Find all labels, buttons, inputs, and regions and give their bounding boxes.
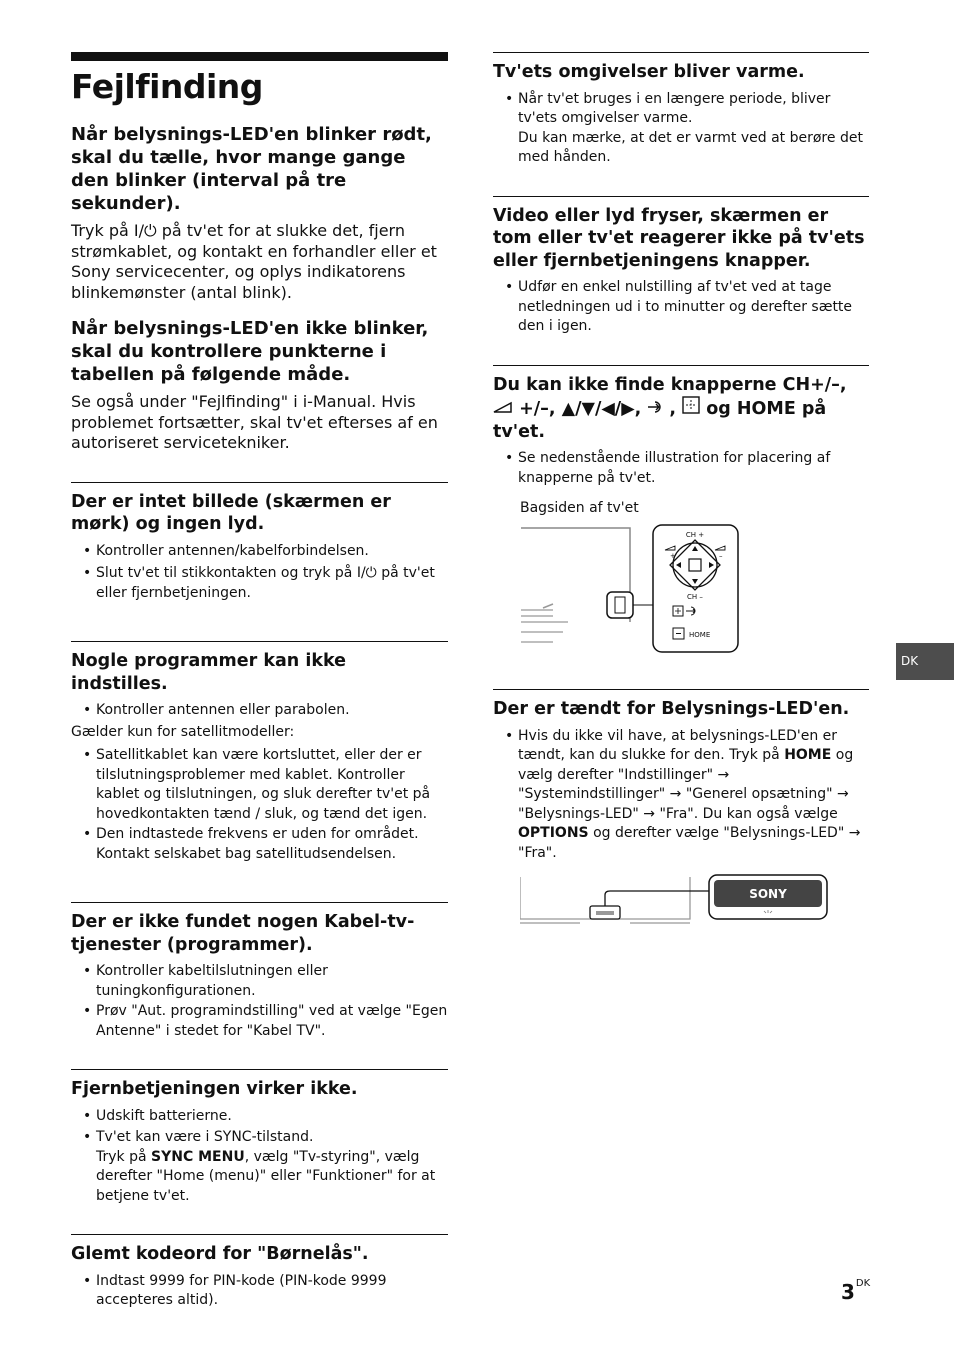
list-item: • Slut tv'et til stikkontakten og tryk på I/⏻ på tv'et eller fjernbetjeningen. [71,564,448,603]
intro-heading-no-blink: Når belysnings-LED'en ikke blinker, skal du kontrollere punkterne i tabellen på følgende måde. [71,318,429,385]
section-title: Der er intet billede (skærmen er mørk) og ingen lyd. [71,491,391,534]
list-item: • Udskift batterierne. [71,1107,448,1127]
title-bar [71,52,448,61]
list-item: • Prøv "Aut. programindstilling" ved at vælge "Egen Antenne" i stedet for "Kabel TV". [71,1002,448,1041]
right-column [493,52,869,928]
language-tab: DK [896,643,954,680]
section-no-picture [71,482,448,604]
options-icon [682,399,700,419]
list-item: • Kontroller kabeltilslutningen eller tuningkonfigurationen. [71,962,448,1001]
intro-text-no-blink: Se også under "Fejlfinding" i i-Manual. Hvis problemet fortsætter, skal tv'et efterses af en autoriseret servicetekniker. [71,392,438,452]
section-led-on [493,689,869,928]
led-illustration [520,873,869,928]
list-item: • Når tv'et bruges i en længere periode, bliver tv'ets omgivelser varme. Du kan mærke, at det er varmt ved at berøre det med hånden. [493,90,869,168]
illustration-caption: Bagsiden af tv'et [520,500,639,516]
section-find-buttons [493,365,869,658]
section-title: Der er ikke fundet nogen Kabel-tv-tjenester (programmer). [71,912,415,955]
section-remote-not-working [71,1069,448,1206]
section-no-cable-services [71,902,448,1041]
list-item: • Se nedenstående illustration for placering af knapperne på tv'et. [493,449,869,488]
home-label: HOME [784,747,832,763]
sync-menu-label: SYNC MENU [151,1148,245,1165]
section-title: Der er tændt for Belysnings-LED'en. [493,699,850,719]
list-item: • Den indtastede frekvens er uden for området. Kontakt selskabet bag satellitudsendelsen. [71,825,448,864]
section-title: Glemt kodeord for "Børnelås". [71,1244,369,1264]
svg-text:+: + [670,552,676,560]
intro-text-blink: Tryk på I/⏻ på tv'et for at slukke det, fjern strømkablet, og kontakt en forhandler eller et Sony servicecenter, og oplys indikatorens blinkemønster (antal blink). [71,221,437,302]
sony-logo [749,887,787,901]
ch-plus-label [686,531,704,539]
list-item: • Hvis du ikke vil have, at belysnings-LED'en er tændt, kan du slukke for den. Tryk på HOME og vælg derefter "Indstillinger" → "Systemindstillinger" → "Generel opsætning" → "Belysnings-LED" → "Fra". Du kan også vælge OPTIONS og derefter vælge "Belysnings-LED" → "Fra". [493,727,869,864]
section-title: Video eller lyd fryser, skærmen er tom eller tv'et reagerer ikke på tv'ets eller fjernbetjeningens knapper. [493,205,865,271]
list-item: • Kontroller antennen/kabelforbindelsen. [71,542,448,562]
list-item: • Udfør en enkel nulstilling af tv'et ved at tage netledningen ud i to minutter og derefter sætte den i igen. [493,278,869,337]
section-tv-warm [493,52,869,168]
list-item: • Satellitkablet kan være kortsluttet, eller der er tilslutningsproblemer med kablet. Kontroller kablet og tilslutningen, og sluk derefter tv'et på hovedkontakten tænd / sluk, og tænd det igen. [71,746,448,824]
svg-text:CH +: CH + [685,531,705,539]
svg-text:–: – [719,552,723,560]
options-label: OPTIONS [518,825,589,841]
tv-buttons-illustration [493,522,869,657]
section-freeze [493,196,869,337]
list-item: • Indtast 9999 for PIN-kode (PIN-kode 9999 accepteres altid). [71,1272,448,1311]
left-column [71,52,448,1311]
section-title: Nogle programmer kan ikke indstilles. [71,651,347,694]
sync-mode-text: • Tv'et kan være i SYNC-tilstand. [96,1129,314,1145]
page-title: Fejlfinding [71,67,263,106]
ch-minus-label [687,593,703,601]
intro-heading-blink: Når belysnings-LED'en blinker rødt, skal du tælle, hvor mange gange den blinker (interval på tre sekunder). [71,124,432,214]
page-number: $3^{DK}$ [841,1278,871,1304]
section-title: Du kan ikke finde knapperne CH+/–, +/–, ▲/▼/◀/▶, , og HOME på tv'et. [493,374,847,442]
list-item [71,1128,448,1206]
volume-icon [493,399,513,419]
list-item: • Kontroller antennen eller parabolen. [71,701,448,721]
svg-text:SONY: SONY [749,887,787,901]
section-cannot-tune [71,641,448,864]
section-title: Tv'ets omgivelser bliver varme. [493,62,805,82]
svg-text:HOME: HOME [689,631,711,639]
input-icon [647,399,669,419]
sync-instructions: Tryk på SYNC MENU, vælg "Tv-styring", vælg derefter "Home (menu)" eller "Funktioner" for at betjene tv'et. [96,1148,436,1204]
satellite-note: Gælder kun for satellitmodeller: [71,723,295,740]
section-forgot-password [71,1234,448,1311]
home-label [689,631,710,639]
section-title: Fjernbetjeningen virker ikke. [71,1079,358,1099]
svg-text:CH –: CH – [687,593,703,601]
